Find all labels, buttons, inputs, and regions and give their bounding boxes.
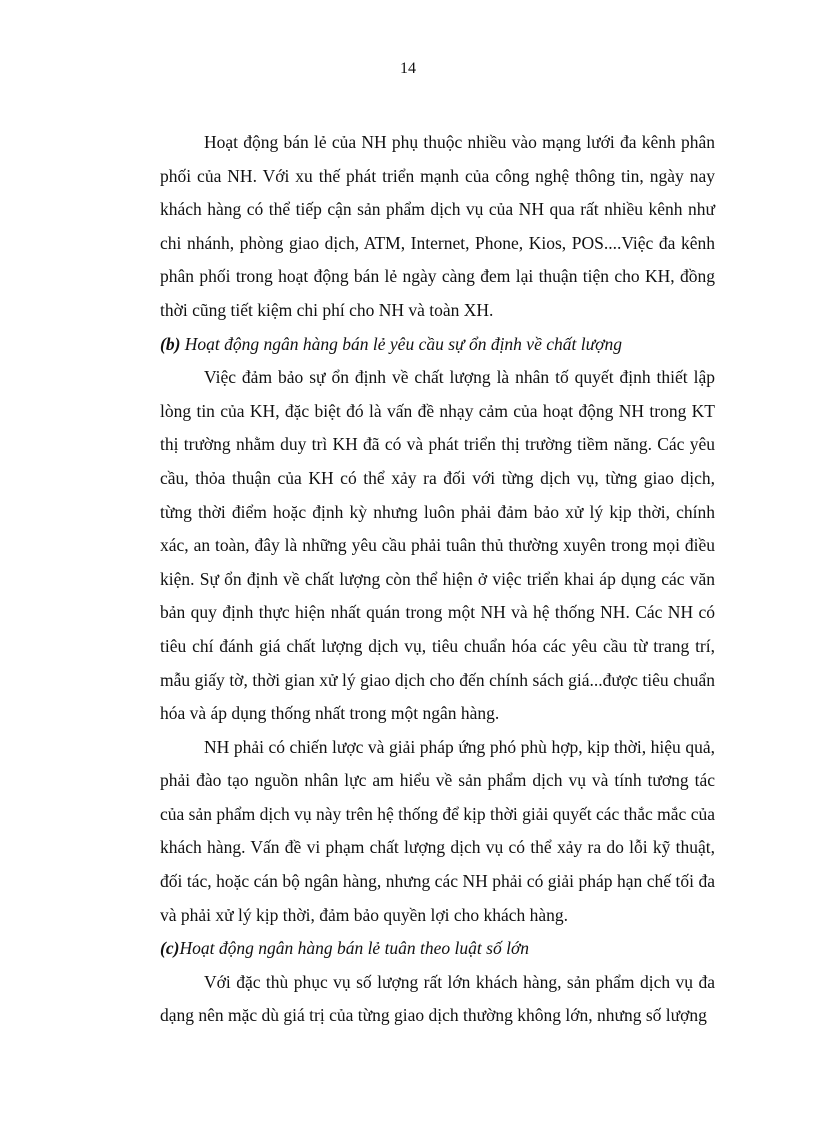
paragraph-large-numbers: Với đặc thù phục vụ số lượng rất lớn khách hàng, sản phẩm dịch vụ đa dạng nên mặc dù giá trị của từng giao dịch thường không lớn, nhưng số lượng [160,971,715,1026]
section-marker-b: (b) [160,333,181,354]
paragraph-distribution-channels: Hoạt động bán lẻ của NH phụ thuộc nhiều vào mạng lưới đa kênh phân phối của NH. Với xu thế phát triển mạnh của công nghệ thông tin, ngày nay khách hàng có thể tiếp cận sản phẩm dịch vụ của NH qua rất nhiều kênh như chi nhánh, phòng giao dịch, ATM, Internet, Phone, Kios, POS....Việc đa kênh phân phối trong hoạt động bán lẻ ngày càng đem lại thuận tiện cho KH, đồng thời cũng tiết kiệm chi phí cho NH và toàn XH. [160,132,715,320]
section-title-b: Hoạt động ngân hàng bán lẻ yêu cầu sự ổn định về chất lượng [180,333,622,354]
section-marker-c: (c) [160,938,180,959]
page-number: 14 [400,60,416,77]
page-body [160,126,715,1033]
section-heading-b [160,328,715,362]
section-heading-c [160,932,715,966]
paragraph-strategy: NH phải có chiến lược và giải pháp ứng phó phù hợp, kịp thời, hiệu quả, phải đào tạo nguồn nhân lực am hiểu về sản phẩm dịch vụ và tính tương tác của sản phẩm dịch vụ này trên hệ thống để kịp thời giải quyết các thắc mắc của khách hàng. Vấn đề vi phạm chất lượng dịch vụ có thể xảy ra do lỗi kỹ thuật, đối tác, hoặc cán bộ ngân hàng, nhưng các NH phải có giải pháp hạn chế tối đa và phải xử lý kịp thời, đảm bảo quyền lợi cho khách hàng. [160,736,715,925]
paragraph-quality-stability: Việc đảm bảo sự ổn định về chất lượng là nhân tố quyết định thiết lập lòng tin của KH, đặc biệt đó là vấn đề nhạy cảm của hoạt động NH trong KT thị trường nhằm duy trì KH đã có và phát triển thị trường tiềm năng. Các yêu cầu, thỏa thuận của KH có thể xảy ra đối với từng dịch vụ, từng giao dịch, từng thời điểm hoặc định kỳ nhưng luôn phải đảm bảo xử lý kịp thời, chính xác, an toàn, đây là những yêu cầu phải tuân thủ thường xuyên trong mọi điều kiện. Sự ổn định về chất lượng còn thể hiện ở việc triển khai áp dụng các văn bản quy định thực hiện nhất quán trong một NH và hệ thống NH. Các NH có tiêu chí đánh giá chất lượng dịch vụ, tiêu chuẩn hóa các yêu cầu từ trang trí, mẫu giấy tờ, thời gian xử lý giao dịch cho đến chính sách giá...được tiêu chuẩn hóa và áp dụng thống nhất trong một ngân hàng. [160,367,715,724]
section-title-c: Hoạt động ngân hàng bán lẻ tuân theo luật số lớn [179,938,530,959]
